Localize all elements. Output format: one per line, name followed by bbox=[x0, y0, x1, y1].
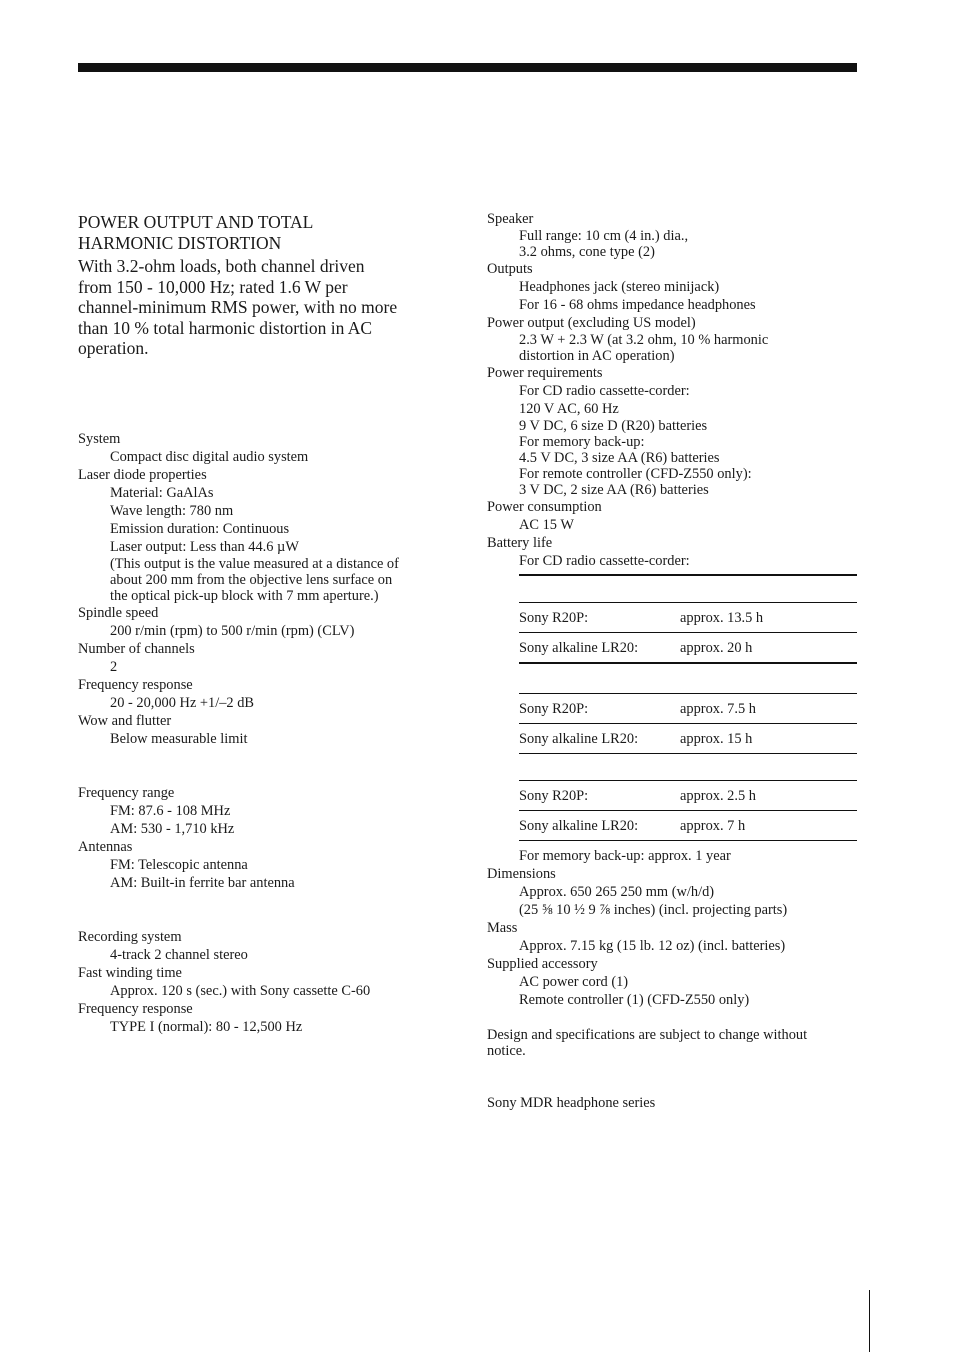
spec-dimensions: Dimensions Approx. 650 265 250 mm (w/h/d) (25 ⅝ 10 ½ 9 ⅞ inches) (incl. projecting parts) bbox=[487, 866, 788, 918]
spec-speaker: Speaker Full range: 10 cm (4 in.) dia., 3.2 ohms, cone type (2) bbox=[487, 211, 689, 260]
battery-life-table bbox=[519, 574, 857, 841]
memory-backup-life: For memory back-up: approx. 1 year bbox=[519, 848, 731, 864]
spec-frequency-response-tape: Frequency response TYPE I (normal): 80 - 12,500 Hz bbox=[78, 1000, 303, 1035]
table-row: Sony alkaline LR20: approx. 7 h bbox=[519, 810, 857, 841]
right-column bbox=[487, 210, 857, 1112]
table-row: Sony R20P: approx. 13.5 h bbox=[519, 602, 857, 632]
table-row: Sony R20P: approx. 7.5 h bbox=[519, 693, 857, 723]
spec-laser: Laser diode properties Material: GaAlAs Wave length: 780 nm Emission duration: Continuous Laser output: Less than 44.6 µW (This output is the value measured at a distance of about 200 mm from the objective lens surface on the optical pick-up block with 7 mm aperture.) bbox=[78, 466, 399, 604]
spec-power-output: Power output (excluding US model) 2.3 W + 2.3 W (at 3.2 ohm, 10 % harmonic distortion in AC operation) bbox=[487, 315, 769, 364]
spec-mass: Mass Approx. 7.15 kg (15 lb. 12 oz) (incl. batteries) bbox=[487, 920, 786, 954]
spec-recording-system: Recording system 4-track 2 channel stereo bbox=[78, 928, 248, 963]
spec-channels: Number of channels 2 bbox=[78, 640, 195, 675]
top-rule bbox=[78, 63, 857, 72]
power-output-heading: POWER OUTPUT AND TOTAL HARMONIC DISTORTION bbox=[78, 212, 314, 253]
spec-battery-life: Battery life For CD radio cassette-corder: bbox=[487, 535, 690, 569]
spec-antennas: Antennas FM: Telescopic antenna AM: Built-in ferrite bar antenna bbox=[78, 838, 295, 891]
design-notice: Design and specifications are subject to change without notice. bbox=[487, 1027, 808, 1059]
spec-frequency-range: Frequency range FM: 87.6 - 108 MHz AM: 530 - 1,710 kHz bbox=[78, 784, 235, 837]
spec-supplied-accessory: Supplied accessory AC power cord (1) Remote controller (1) (CFD-Z550 only) bbox=[487, 956, 750, 1008]
table-row: Sony R20P: approx. 2.5 h bbox=[519, 780, 857, 810]
optional-accessory: Sony MDR headphone series bbox=[487, 1095, 656, 1111]
power-output-text: With 3.2-ohm loads, both channel driven from 150 - 10,000 Hz; rated 1.6 W per channel-minimum RMS power, with no more than 10 % total harmonic distortion in AC operation. bbox=[78, 256, 398, 358]
spec-frequency-response-cd: Frequency response 20 - 20,000 Hz +1/–2 dB bbox=[78, 676, 255, 711]
spec-power-consumption: Power consumption AC 15 W bbox=[487, 499, 602, 533]
left-column bbox=[78, 212, 450, 1036]
battery-group-1 bbox=[519, 574, 857, 664]
spec-wow-flutter: Wow and flutter Below measurable limit bbox=[78, 712, 248, 747]
spec-outputs: Outputs Headphones jack (stereo minijack) For 16 - 68 ohms impedance headphones bbox=[487, 261, 756, 313]
spec-spindle: Spindle speed 200 r/min (rpm) to 500 r/min (rpm) (CLV) bbox=[78, 604, 355, 639]
table-row: Sony alkaline LR20: approx. 15 h bbox=[519, 723, 857, 754]
battery-group-2 bbox=[519, 664, 857, 754]
spec-power-requirements: Power requirements For CD radio cassette-corder: 120 V AC, 60 Hz 9 V DC, 6 size D (R20) batteries For memory back-up: 4.5 V DC, 3 size AA (R6) batteries For remote controller (CFD-Z550 only): 3 V DC, 2 size AA (R6) batteries bbox=[487, 365, 752, 498]
battery-group-3 bbox=[519, 754, 857, 841]
page-edge-line bbox=[869, 1290, 870, 1352]
spec-fast-winding: Fast winding time Approx. 120 s (sec.) with Sony cassette C-60 bbox=[78, 964, 371, 999]
table-row: Sony alkaline LR20: approx. 20 h bbox=[519, 632, 857, 664]
spec-system: System Compact disc digital audio system bbox=[78, 430, 309, 465]
